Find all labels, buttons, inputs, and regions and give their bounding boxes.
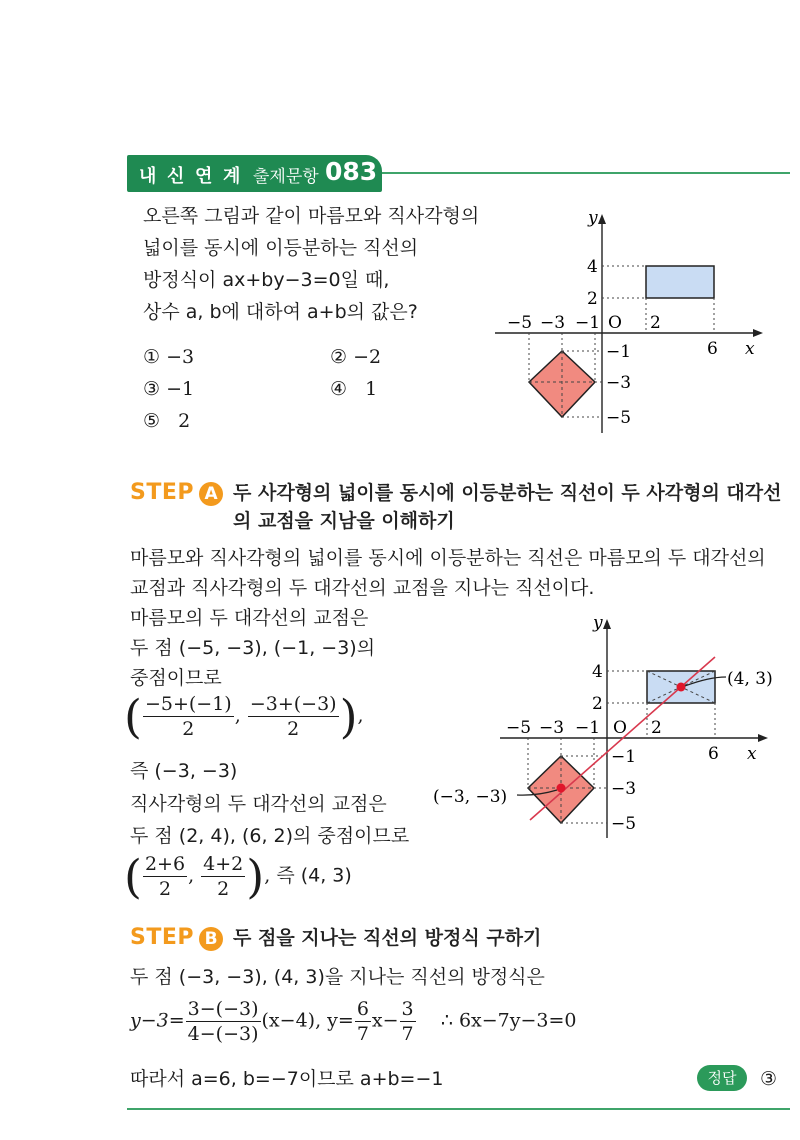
step-a-badge: STEP A (130, 480, 223, 506)
step-a-line-2: 두 점 (−5, −3), (−1, −3)의 (130, 637, 376, 659)
origin-label: O (613, 718, 627, 738)
tick-y-4: 4 (587, 257, 598, 277)
tick-x-2: 2 (650, 313, 661, 333)
rectangle-shape (646, 266, 714, 298)
answer-value: ③ (760, 1068, 778, 1090)
step-a-line-7: 두 점 (2, 4), (6, 2)의 중점이므로 (130, 825, 410, 847)
tick-y-neg3: −3 (606, 373, 632, 393)
tick-x-neg5: −5 (507, 313, 533, 333)
y-axis-label: y (593, 613, 603, 633)
answer-badge: 정답 (697, 1065, 747, 1091)
tick-x-6: 6 (708, 744, 719, 764)
rhombus-center-point (557, 784, 566, 793)
step-b-title: 두 점을 지나는 직선의 방정식 구하기 (233, 927, 542, 949)
step-b-letter: B (199, 927, 223, 951)
problem-line-4: 상수 a, b에 대하여 a+b의 값은? (143, 301, 418, 323)
x-arrow-icon (758, 734, 768, 742)
tick-x-neg1: −1 (575, 313, 601, 333)
tick-y-neg3: −3 (611, 779, 637, 799)
tick-y-4: 4 (592, 662, 603, 682)
midpoint-rectangle-formula: ( $\frac{2+6}{2}$ , $\frac{4+2}{2}$ ), 즉 (4, 3) (124, 849, 352, 904)
line-equation: y−3= $\frac{3-(-3)}{4-(-3)}$ (x−4), y= $\frac{6}{7}$ x− $\frac{3}{7}$ ∴ 6x−7y−3=0 (130, 998, 577, 1045)
y-axis-label: y (588, 208, 598, 228)
choice-3[interactable]: ③ −1 (143, 378, 195, 400)
step-a-line-6: 직사각형의 두 대각선의 교점은 (130, 793, 387, 815)
badge-word-2: 신 (167, 166, 185, 187)
header-badge (127, 155, 382, 192)
label-point-4-3: (4, 3) (727, 669, 773, 689)
tick-y-neg1: −1 (606, 342, 632, 362)
tick-x-neg1: −1 (575, 718, 601, 738)
origin-label: O (608, 313, 622, 333)
tick-y-2: 2 (592, 694, 603, 714)
tick-x-neg3: −3 (540, 313, 566, 333)
step-a-line-3: 중점이므로 (130, 667, 222, 689)
midpoint-rhombus-formula: ( $\frac{-5+(-1)}{2}$ , $\frac{-3+(-3)}{2}$ ), (124, 689, 364, 744)
badge-word-4: 계 (223, 166, 241, 187)
choice-1[interactable]: ① −3 (143, 346, 195, 368)
step-b-intro: 두 점 (−3, −3), (4, 3)을 지나는 직선의 방정식은 (130, 966, 545, 988)
badge-word-3: 연 (195, 166, 213, 187)
rectangle-center-point (677, 683, 686, 692)
tick-y-2: 2 (587, 289, 598, 309)
problem-line-2: 넓이를 동시에 이등분하는 직선의 (143, 237, 419, 259)
step-a-line-5: 즉 (−3, −3) (130, 760, 238, 782)
step-a-letter: A (199, 482, 223, 506)
tick-x-neg3: −3 (539, 718, 565, 738)
choice-5[interactable]: ⑤ 2 (143, 410, 191, 432)
tick-x-neg5: −5 (506, 718, 532, 738)
step-b-badge: STEP B (130, 925, 223, 951)
x-axis-label: x (745, 339, 755, 359)
tick-x-6: 6 (707, 339, 718, 359)
step-a-title-1: 두 사각형의 넓이를 동시에 이등분하는 직선이 두 사각형의 대각선 (233, 482, 782, 504)
label-point-neg3-neg3: (−3, −3) (433, 787, 508, 807)
problem-line-3: 방정식이 ax+by−3=0일 때, (143, 269, 390, 291)
header-rule (382, 172, 790, 174)
tick-y-neg5: −5 (606, 408, 632, 428)
badge-word-1: 내 (139, 166, 157, 187)
step-a-para-2: 교점과 직사각형의 두 대각선의 교점을 지나는 직선이다. (130, 577, 595, 599)
y-arrow-icon (598, 214, 606, 224)
step-a-line-1: 마름모의 두 대각선의 교점은 (130, 607, 369, 629)
step-a-para-1: 마름모와 직사각형의 넓이를 동시에 이등분하는 직선은 마름모의 두 대각선의 (130, 547, 766, 569)
step-b-conclusion: 따라서 a=6, b=−7이므로 a+b=−1 (130, 1068, 444, 1090)
step-a-title-2: 의 교점을 지남을 이해하기 (233, 510, 455, 532)
problem-number: 083 (325, 157, 378, 186)
tick-x-2: 2 (651, 718, 662, 738)
footer-rule (127, 1108, 790, 1110)
choice-2[interactable]: ② −2 (330, 346, 382, 368)
choice-4[interactable]: ④ 1 (330, 378, 378, 400)
tick-y-neg1: −1 (611, 747, 637, 767)
problem-line-1: 오른쪽 그림과 같이 마름모와 직사각형의 (143, 205, 480, 227)
x-axis-label: x (747, 744, 757, 764)
y-arrow-icon (603, 619, 611, 629)
x-arrow-icon (753, 329, 763, 337)
badge-word-5: 출제문항 (253, 167, 319, 187)
tick-y-neg5: −5 (611, 814, 637, 834)
graph-solution (425, 610, 795, 845)
graph-problem (495, 205, 775, 440)
